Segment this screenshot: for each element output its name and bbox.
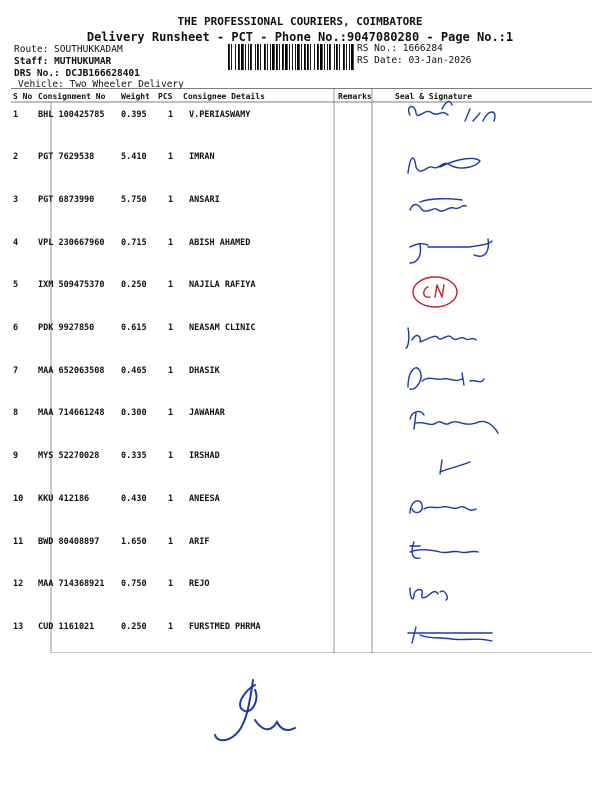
signature-icon	[380, 308, 530, 353]
row-weight: 0.250	[121, 622, 147, 632]
signature-icon	[380, 436, 530, 481]
signature-icon	[380, 137, 530, 182]
row-pcs: 1	[168, 195, 174, 205]
row-pcs: 1	[168, 280, 174, 290]
row-consignment: MYS 52270028	[38, 451, 100, 461]
row-pcs: 1	[168, 110, 174, 120]
row-consignee: IRSHAD	[189, 451, 220, 461]
column-pcs: PCS	[158, 92, 173, 101]
signature-anand-icon	[380, 95, 530, 140]
row-consignee: V.PERIASWAMY	[189, 110, 251, 120]
row-pcs: 1	[168, 366, 174, 376]
red-seal-signature-icon	[380, 265, 530, 310]
row-pcs: 1	[168, 579, 174, 589]
row-consignee: ANSARI	[189, 195, 220, 205]
signature-icon	[380, 393, 530, 438]
row-consignee: IMRAN	[189, 152, 215, 162]
row-weight: 0.395	[121, 110, 147, 120]
row-consignee: ANEESA	[189, 494, 220, 504]
row-weight: 0.715	[121, 238, 147, 248]
row-weight: 0.465	[121, 366, 147, 376]
row-pcs: 1	[168, 622, 174, 632]
row-consignee: JAWAHAR	[189, 408, 225, 418]
staff-signature-icon	[205, 670, 325, 750]
column-remarks: Remarks	[338, 92, 372, 101]
route: Route: SOUTHUKKADAM	[14, 44, 123, 55]
row-pcs: 1	[168, 537, 174, 547]
row-pcs: 1	[168, 408, 174, 418]
row-pcs: 1	[168, 323, 174, 333]
staff-value: MUTHUKUMAR	[54, 56, 112, 67]
row-consignment: PGT 6873990	[38, 195, 95, 205]
row-sno: 13	[13, 622, 24, 632]
drs-value: DCJB166628401	[65, 68, 140, 79]
row-consignee: NEASAM CLINIC	[189, 323, 256, 333]
row-consignment: MAA 652063508	[38, 366, 105, 376]
row-sno: 11	[13, 537, 24, 547]
row-sno: 1	[13, 110, 19, 120]
company-title: THE PROFESSIONAL COURIERS, COIMBATORE	[177, 15, 423, 28]
signature-icon	[380, 522, 530, 567]
row-consignee: ABISH AHAMED	[189, 238, 251, 248]
row-sno: 9	[13, 451, 19, 461]
row-consignee: NAJILA RAFIYA	[189, 280, 256, 290]
row-consignment: PGT 7629538	[38, 152, 95, 162]
row-consignment: IXM 509475370	[38, 280, 105, 290]
row-weight: 5.750	[121, 195, 147, 205]
row-pcs: 1	[168, 152, 174, 162]
row-consignment: BWD 80408897	[38, 537, 100, 547]
row-weight: 1.650	[121, 537, 147, 547]
row-consignment: KKU 412186	[38, 494, 90, 504]
row-sno: 5	[13, 280, 19, 290]
row-sno: 8	[13, 408, 19, 418]
row-sno: 10	[13, 494, 24, 504]
row-sno: 12	[13, 579, 24, 589]
row-consignment: BHL 100425785	[38, 110, 105, 120]
row-consignee: ARIF	[189, 537, 210, 547]
signature-icon	[380, 180, 530, 225]
row-consignee: FURSTMED PHRMA	[189, 622, 261, 632]
row-consignment: MAA 714661248	[38, 408, 105, 418]
signature-icon	[380, 223, 530, 268]
row-weight: 0.430	[121, 494, 147, 504]
row-weight: 0.335	[121, 451, 147, 461]
column-consignee: Consignee Details	[183, 92, 265, 101]
signature-icon	[380, 564, 530, 609]
row-sno: 4	[13, 238, 19, 248]
row-weight: 5.410	[121, 152, 147, 162]
signature-icon	[380, 607, 530, 652]
column-sno: S No	[13, 92, 33, 101]
row-pcs: 1	[168, 451, 174, 461]
rs-number: RS No.: 1666284	[357, 43, 443, 54]
row-weight: 0.300	[121, 408, 147, 418]
row-sno: 2	[13, 152, 19, 162]
runsheet-title: Delivery Runsheet - PCT - Phone No.:9047080280 - Page No.:1	[86, 30, 514, 44]
row-consignee: DHASIK	[189, 366, 220, 376]
staff	[14, 56, 111, 67]
row-consignee: REJO	[189, 579, 210, 589]
column-weight: Weight	[121, 92, 150, 101]
row-weight: 0.250	[121, 280, 147, 290]
row-weight: 0.750	[121, 579, 147, 589]
row-consignment: CUD 1161021	[38, 622, 95, 632]
column-consignment: Consignment No	[38, 92, 106, 101]
row-consignment: PDK 9927850	[38, 323, 95, 333]
row-consignment: VPL 230667960	[38, 238, 105, 248]
row-sno: 7	[13, 366, 19, 376]
row-pcs: 1	[168, 494, 174, 504]
drs-label: DRS No.:	[14, 68, 60, 79]
row-pcs: 1	[168, 238, 174, 248]
row-sno: 6	[13, 323, 19, 333]
barcode-icon	[227, 44, 354, 70]
row-sno: 3	[13, 195, 19, 205]
row-weight: 0.615	[121, 323, 147, 333]
table-row	[0, 622, 600, 665]
signature-icon	[380, 479, 530, 524]
signature-icon	[380, 351, 530, 396]
drs-number	[14, 68, 140, 79]
rs-date: RS Date: 03-Jan-2026	[357, 55, 472, 66]
column-signature: Seal & Signature	[395, 92, 473, 101]
vehicle: Vehicle: Two Wheeler Delivery	[18, 79, 184, 90]
staff-label: Staff:	[14, 56, 49, 67]
row-consignment: MAA 714368921	[38, 579, 105, 589]
